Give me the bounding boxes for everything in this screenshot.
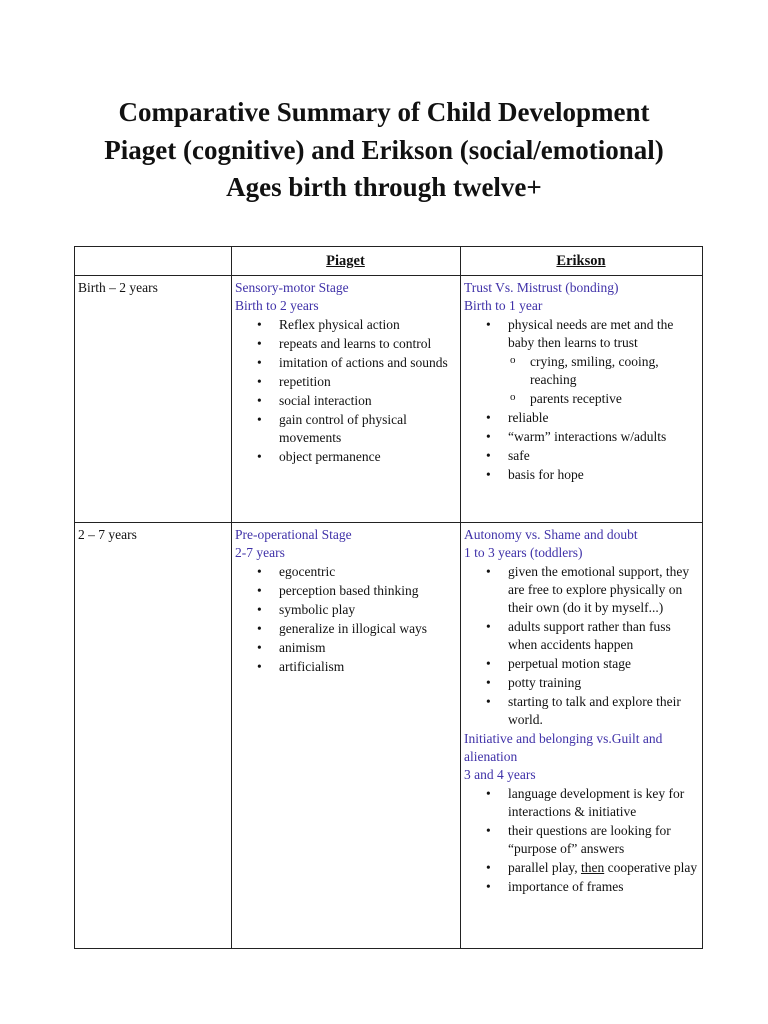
list-item: • safe — [464, 447, 698, 465]
bullet-list — [235, 316, 456, 466]
list-item: • generalize in illogical ways — [235, 620, 456, 638]
stage-range: Birth to 1 year — [464, 298, 543, 313]
erikson-cell — [461, 523, 703, 949]
header-erikson: Erikson — [461, 247, 703, 276]
list-item: • basis for hope — [464, 466, 698, 484]
list-item: • perpetual motion stage — [464, 655, 698, 673]
header-piaget: Piaget — [232, 247, 461, 276]
list-item: • importance of frames — [464, 878, 698, 896]
list-item: • symbolic play — [235, 601, 456, 619]
header-row — [75, 247, 703, 276]
list-item: • adults support rather than fuss when accidents happen — [464, 618, 698, 654]
list-item: • language development is key for interactions & initiative — [464, 785, 698, 821]
list-item: • given the emotional support, they are free to explore physically on their own (do it by myself...) — [464, 563, 698, 617]
stage-range: 3 and 4 years — [464, 767, 536, 782]
comparison-table — [74, 246, 703, 949]
stage-name: Autonomy vs. Shame and doubt — [464, 527, 638, 542]
list-item: • repetition — [235, 373, 456, 391]
piaget-cell — [232, 276, 461, 523]
list-item: • repeats and learns to control — [235, 335, 456, 353]
list-item — [464, 859, 698, 877]
stage-name: Pre-operational Stage — [235, 527, 352, 542]
document-title — [0, 94, 768, 207]
list-item: • potty training — [464, 674, 698, 692]
title-line-2: Piaget (cognitive) and Erikson (social/emotional) — [104, 134, 664, 165]
bullet-list — [464, 409, 698, 484]
list-item: • reliable — [464, 409, 698, 427]
list-item: • artificialism — [235, 658, 456, 676]
stage-range: Birth to 2 years — [235, 298, 319, 313]
list-item: • animism — [235, 639, 456, 657]
list-item: • their questions are looking for “purpose of” answers — [464, 822, 698, 858]
sub-list — [464, 353, 698, 408]
table-row — [75, 523, 703, 949]
sub-list-item: o crying, smiling, cooing, reaching — [464, 353, 698, 389]
list-item: • starting to talk and explore their world. — [464, 693, 698, 729]
bullet-list — [464, 563, 698, 729]
stage-range: 1 to 3 years (toddlers) — [464, 545, 583, 560]
list-item: • “warm” interactions w/adults — [464, 428, 698, 446]
list-item: • imitation of actions and sounds — [235, 354, 456, 372]
bullet-list — [464, 316, 698, 352]
stage-range: 2-7 years — [235, 545, 285, 560]
list-item: • Reflex physical action — [235, 316, 456, 334]
stage-name: Trust Vs. Mistrust (bonding) — [464, 280, 619, 295]
age-cell: 2 – 7 years — [75, 523, 232, 949]
bullet-list — [235, 563, 456, 676]
age-cell: Birth – 2 years — [75, 276, 232, 523]
bullet-list — [464, 785, 698, 896]
title-line-3: Ages birth through twelve+ — [226, 172, 542, 202]
list-item: • gain control of physical movements — [235, 411, 456, 447]
header-empty — [75, 247, 232, 276]
stage-name: Sensory-motor Stage — [235, 280, 349, 295]
piaget-cell — [232, 523, 461, 949]
play-text: parallel play, — [508, 860, 581, 875]
list-item: • egocentric — [235, 563, 456, 581]
list-item: • physical needs are met and the baby then learns to trust — [464, 316, 698, 352]
list-item: • social interaction — [235, 392, 456, 410]
erikson-cell — [461, 276, 703, 523]
sub-list-item: o parents receptive — [464, 390, 698, 408]
list-item: • perception based thinking — [235, 582, 456, 600]
list-item: • object permanence — [235, 448, 456, 466]
title-line-1: Comparative Summary of Child Development — [118, 97, 650, 127]
table-row — [75, 276, 703, 523]
play-rest: cooperative play — [604, 860, 698, 875]
stage-name: Initiative and belonging vs.Guilt and alienation — [464, 731, 663, 764]
then-word: then — [580, 860, 605, 875]
